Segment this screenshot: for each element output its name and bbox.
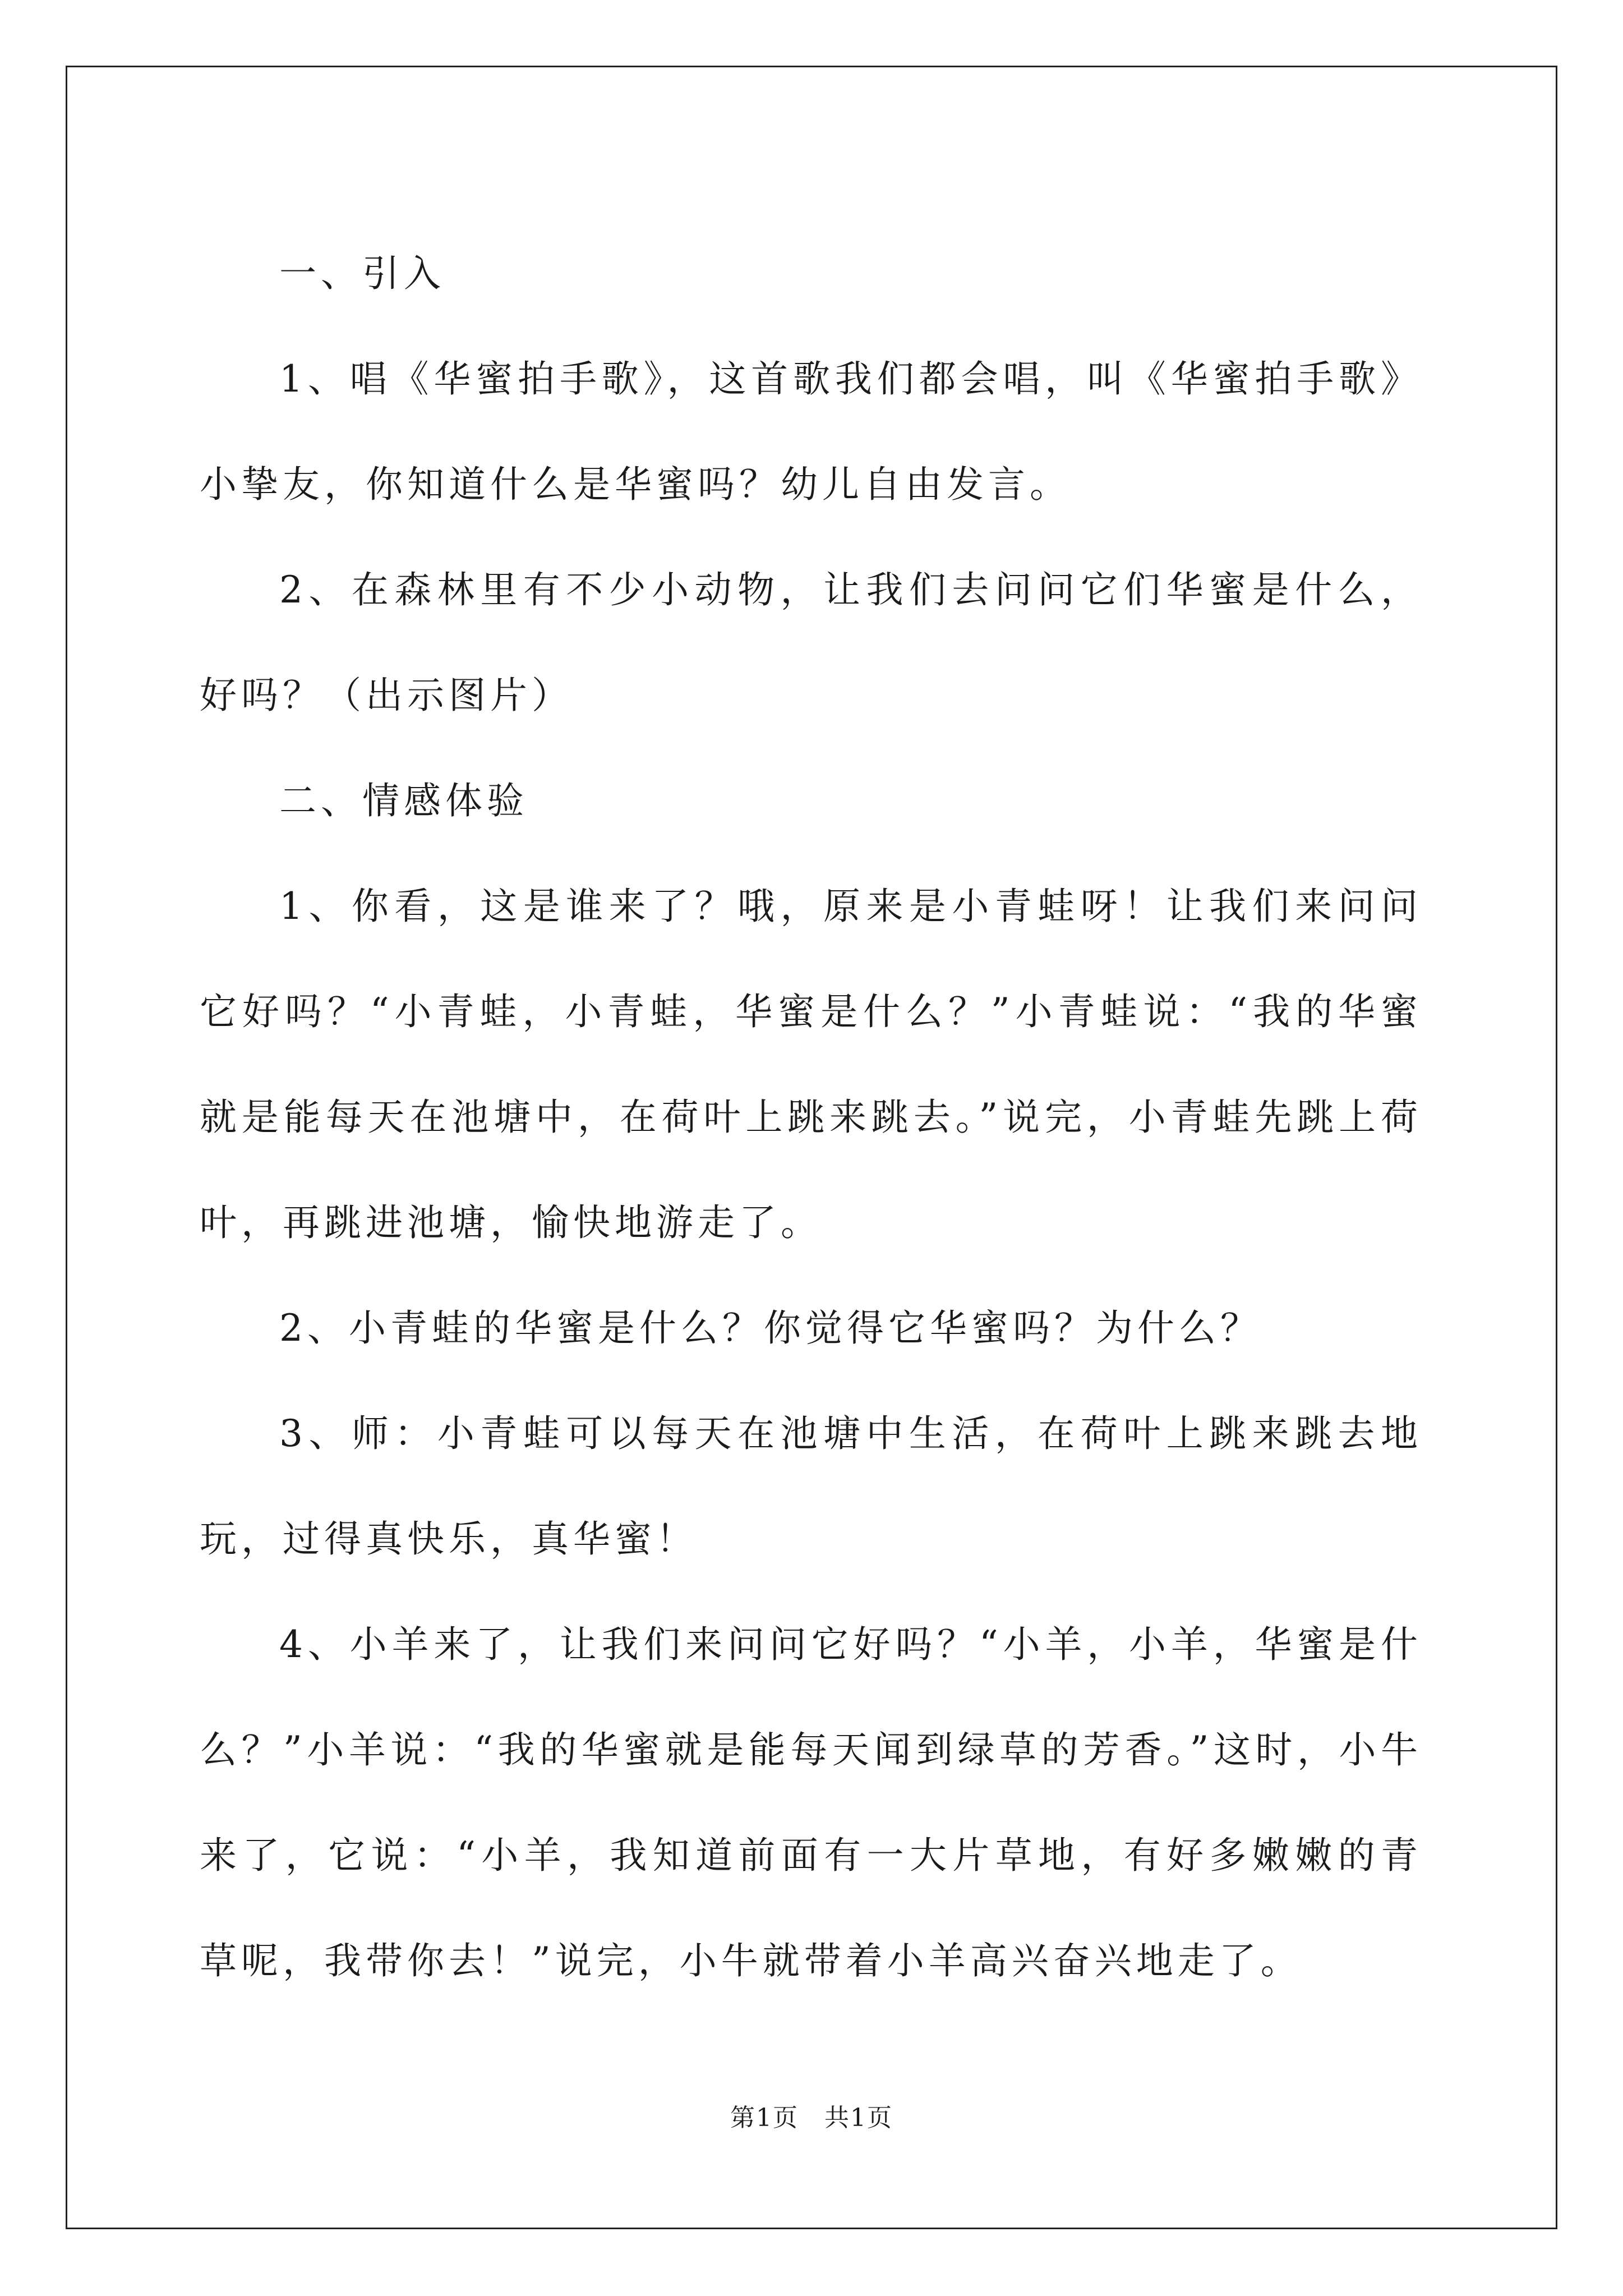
paragraph-intro-1: 1、唱《华蜜拍手歌》，这首歌我们都会唱，叫《华蜜拍手歌》小挚友，你知道什么是华蜜吗？幼儿自由发言。 bbox=[200, 357, 1422, 506]
paragraph-intro-2: 2、在森林里有不少小动物，让我们去问问它们华蜜是什么，好吗？（出示图片） bbox=[200, 568, 1422, 717]
document-body bbox=[200, 221, 1422, 2014]
page-footer: 第1页 共1页 bbox=[730, 2104, 893, 2132]
paragraph-experience-1: 1、你看，这是谁来了？哦，原来是小青蛙呀！让我们来问问它好吗？“小青蛙，小青蛙，华蜜是什么？”小青蛙说：“我的华蜜就是能每天在池塘中，在荷叶上跳来跳去。”说完，小青蛙先跳上荷叶，再跳进池塘，愉快地游走了。 bbox=[200, 885, 1422, 1244]
heading-emotional-experience: 二、情感体验 bbox=[279, 779, 528, 822]
paragraph-experience-2: 2、小青蛙的华蜜是什么？你觉得它华蜜吗？为什么？ bbox=[279, 1306, 1262, 1350]
paragraph-experience-4: 4、小羊来了，让我们来问问它好吗？“小羊，小羊，华蜜是什么？”小羊说：“我的华蜜就是能每天闻到绿草的芳香。”这时，小牛来了，它说：“小羊，我知道前面有一大片草地，有好多嫩嫩的青草呢，我带你去！”说完，小牛就带着小羊高兴奋兴地走了。 bbox=[200, 1623, 1422, 1982]
paragraph-experience-3: 3、师：小青蛙可以每天在池塘中生活，在荷叶上跳来跳去地玩，过得真快乐，真华蜜！ bbox=[200, 1412, 1422, 1561]
heading-introduction: 一、引入 bbox=[279, 252, 445, 295]
